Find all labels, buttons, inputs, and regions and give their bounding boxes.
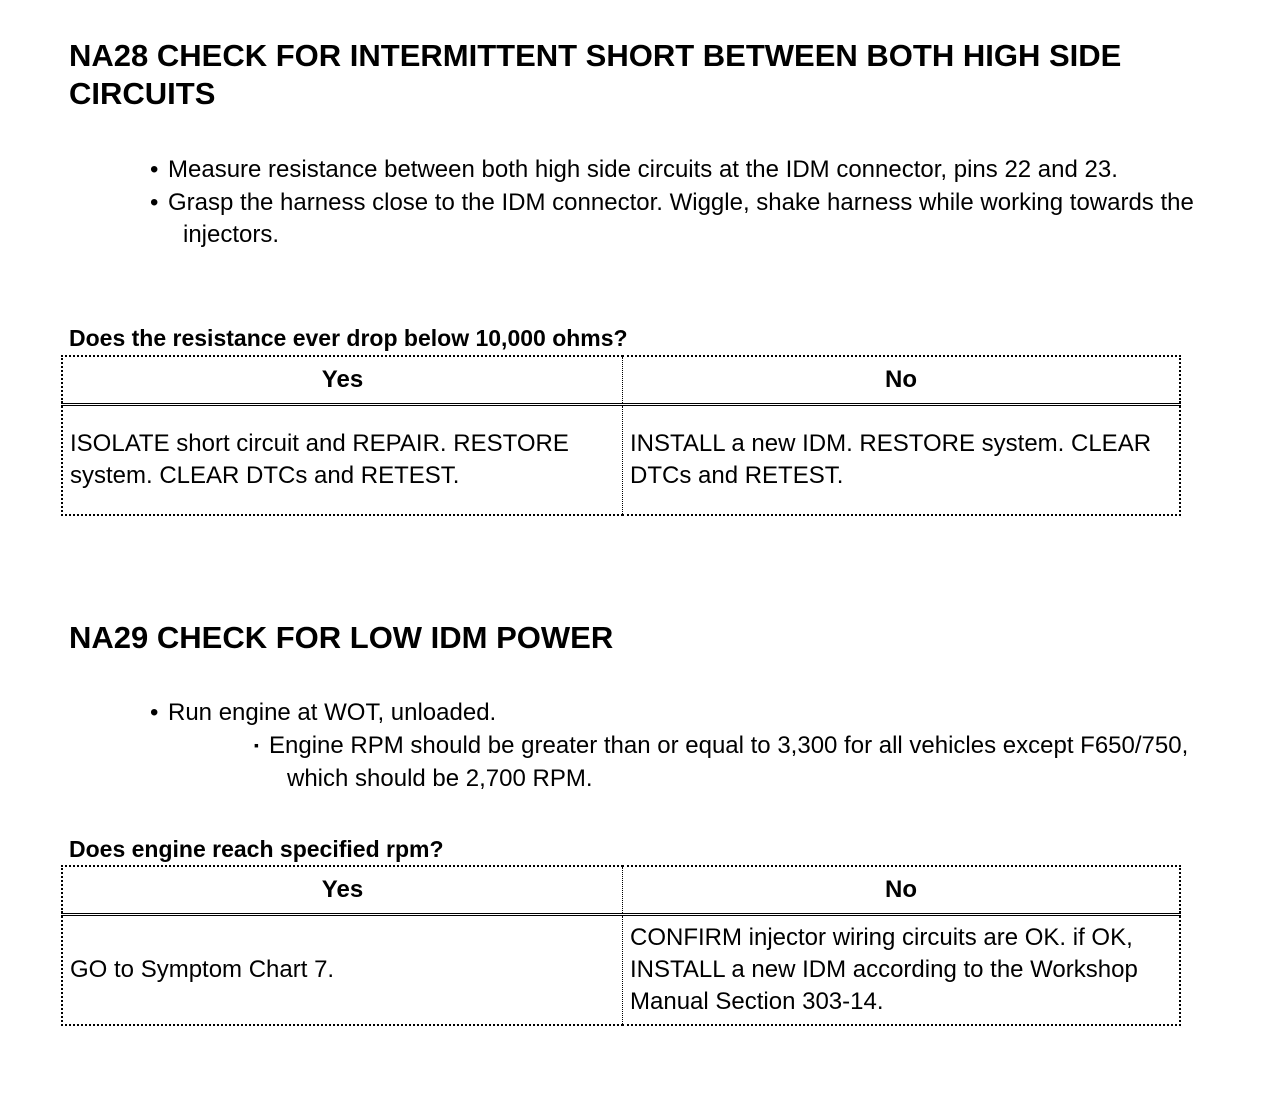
decision-table — [61, 355, 1181, 516]
yes-header: Yes — [62, 356, 623, 405]
section-title-na29: NA29 CHECK FOR LOW IDM POWER — [69, 620, 614, 655]
bullet-list — [150, 154, 1230, 252]
list-item: ▪ Engine RPM should be greater than or equal to 3,300 for all vehicles except F650/750, which should be 2,700 RPM. — [254, 729, 1214, 795]
yes-cell: ISOLATE short circuit and REPAIR. RESTORE system. CLEAR DTCs and RETEST. — [62, 405, 623, 516]
list-item: • Grasp the harness close to the IDM connector. Wiggle, shake harness while working towards the injectors. — [150, 188, 1194, 248]
yes-cell: GO to Symptom Chart 7. — [62, 915, 623, 1026]
bullet-icon: • — [150, 188, 159, 216]
square-bullet-icon: ▪ — [254, 737, 259, 753]
no-header: No — [623, 356, 1181, 405]
no-cell: INSTALL a new IDM. RESTORE system. CLEAR DTCs and RETEST. — [623, 405, 1181, 516]
no-cell: CONFIRM injector wiring circuits are OK. if OK, INSTALL a new IDM according to the Workshop Manual Section 303-14. — [623, 915, 1181, 1026]
yes-header: Yes — [62, 866, 623, 915]
sub-bullet-list — [254, 729, 1214, 795]
question: Does the resistance ever drop below 10,000 ohms? — [69, 325, 628, 351]
decision-table — [61, 865, 1181, 1026]
question: Does engine reach specified rpm? — [69, 836, 444, 862]
list-item: • Run engine at WOT, unloaded. — [150, 697, 1230, 730]
bullet-icon: • — [150, 156, 159, 183]
bullet-icon: • — [150, 699, 159, 726]
no-header: No — [623, 866, 1181, 915]
bullet-list — [150, 697, 1230, 730]
section-title-na28: NA28 CHECK FOR INTERMITTENT SHORT BETWEEN BOTH HIGH SIDE CIRCUITS — [69, 38, 1122, 111]
list-item: • Measure resistance between both high side circuits at the IDM connector, pins 22 and 23. — [150, 154, 1230, 187]
